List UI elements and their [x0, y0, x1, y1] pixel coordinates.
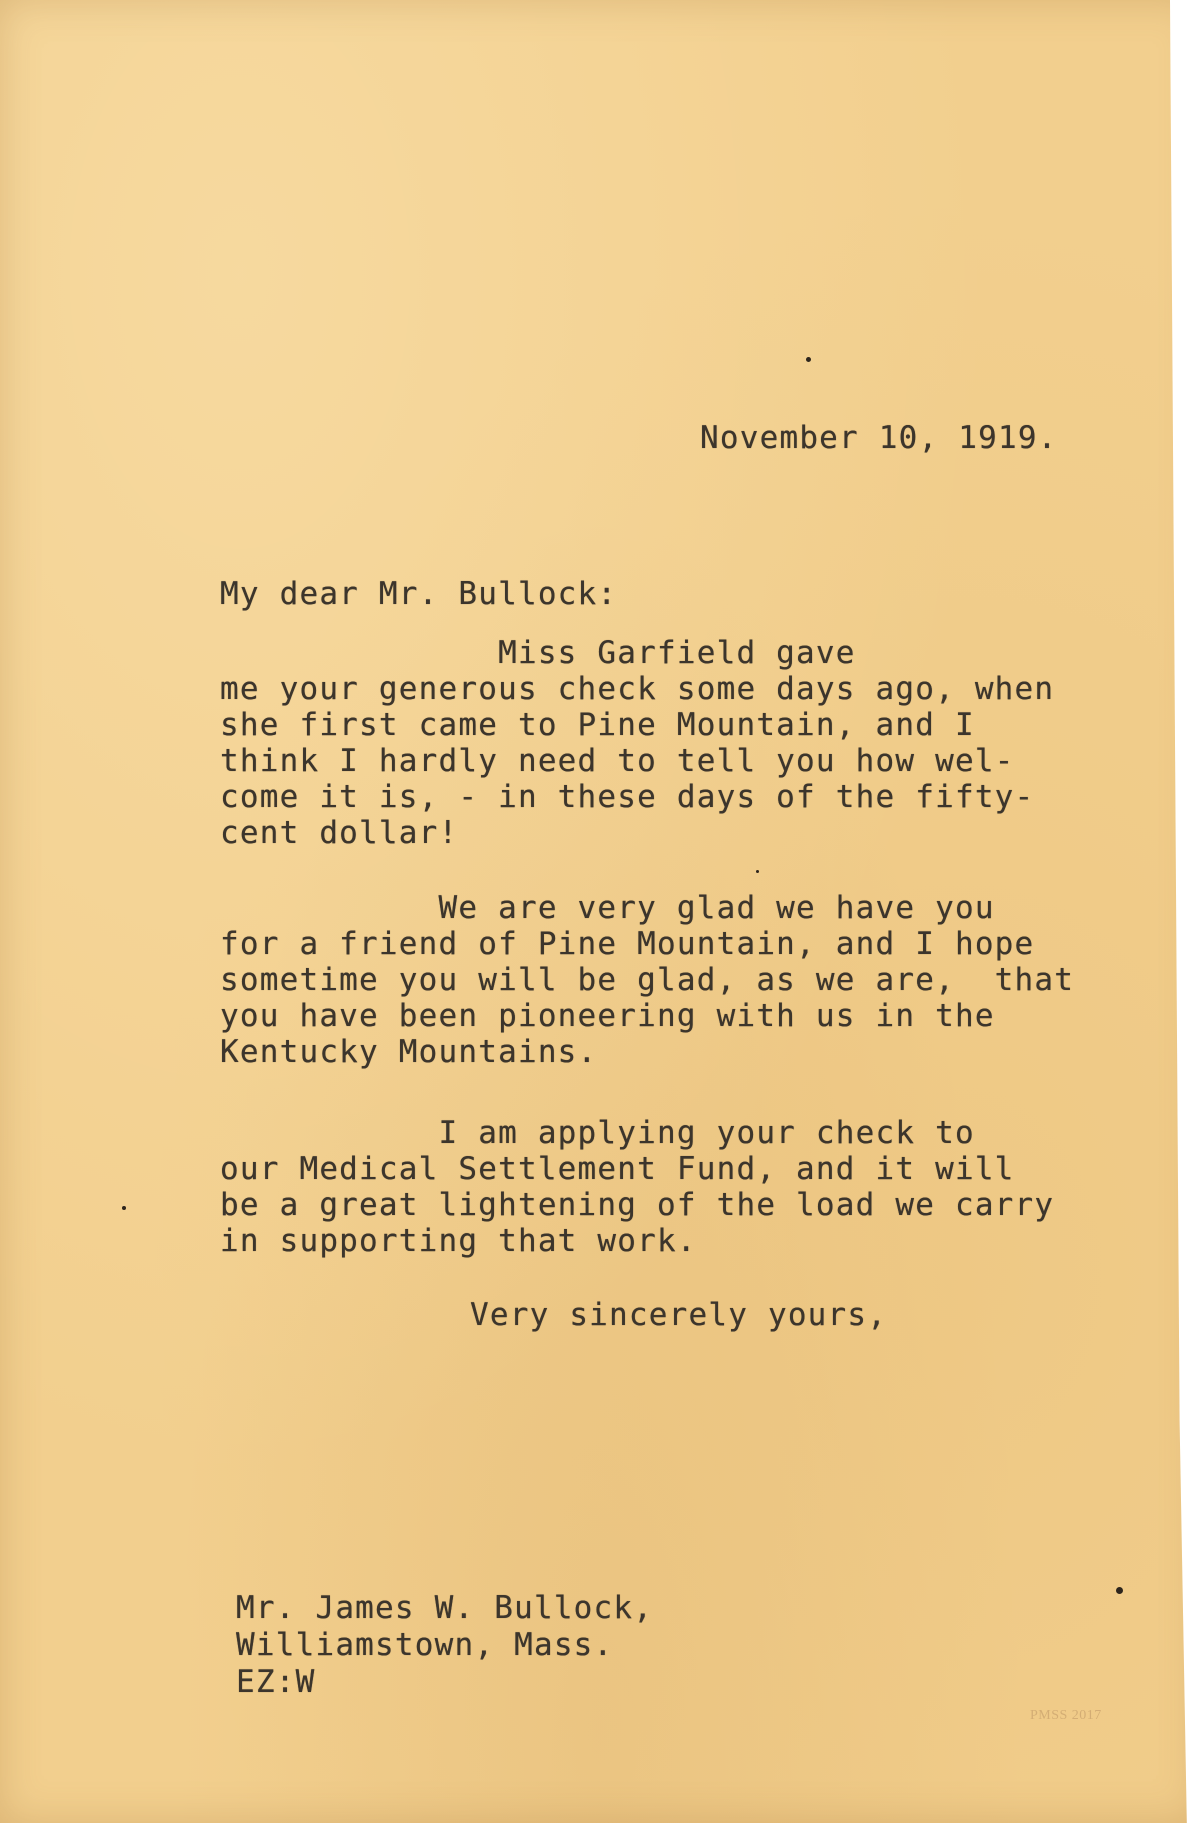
paragraph-3-line-4: in supporting that work. [220, 1223, 697, 1259]
paragraph-2-line-2: for a friend of Pine Mountain, and I hope [220, 926, 1035, 962]
paragraph-2-line-5: Kentucky Mountains. [220, 1034, 598, 1070]
paragraph-1-line-2: me your generous check some days ago, when [220, 671, 1055, 707]
reference-initials: EZ:W [236, 1664, 316, 1700]
paragraph-1-line-1: Miss Garfield gave [220, 635, 856, 671]
letter-date: November 10, 1919. [700, 420, 1058, 456]
paragraph-1-line-5: come it is, - in these days of the fifty- [220, 779, 1035, 815]
paragraph-3-line-2: our Medical Settlement Fund, and it will [220, 1151, 1015, 1187]
paragraph-3-line-3: be a great lightening of the load we carry [220, 1187, 1055, 1223]
paper-speck [1116, 1587, 1123, 1594]
recipient-city: Williamstown, Mass. [236, 1627, 614, 1663]
paragraph-2-line-1: We are very glad we have you [220, 890, 995, 926]
recipient-name: Mr. James W. Bullock, [236, 1590, 654, 1626]
paragraph-2-line-3: sometime you will be glad, as we are, that [220, 962, 1075, 998]
salutation: My dear Mr. Bullock: [220, 576, 618, 612]
paragraph-1-line-4: think I hardly need to tell you how wel- [220, 743, 1015, 779]
paper-speck [122, 1206, 126, 1210]
paragraph-2-line-4: you have been pioneering with us in the [220, 998, 995, 1034]
paper-speck [756, 870, 759, 873]
closing: Very sincerely yours, [470, 1297, 888, 1333]
paper-speck [806, 357, 811, 362]
paragraph-3-line-1: I am applying your check to [220, 1115, 975, 1151]
paragraph-1-line-3: she first came to Pine Mountain, and I [220, 707, 975, 743]
archive-watermark: PMSS 2017 [1030, 1708, 1102, 1723]
paragraph-1-line-6: cent dollar! [220, 815, 459, 851]
